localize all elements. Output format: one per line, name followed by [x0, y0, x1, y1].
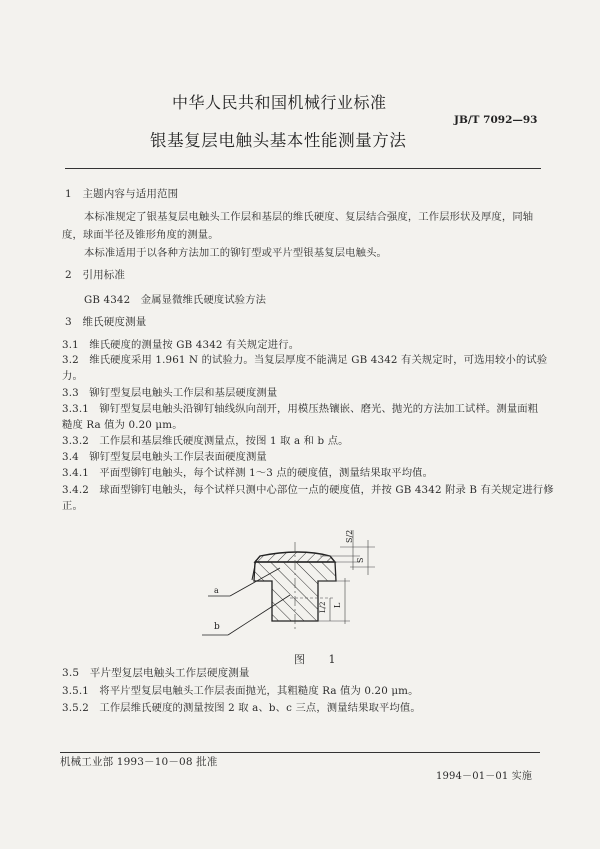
header-divider	[65, 168, 541, 169]
clause-3-4-2-cont: 正。	[62, 500, 83, 512]
clause-3-3-2: 3.3.2 工作层和基层维氏硬度测量点，按图 1 取 a 和 b 点。	[62, 435, 349, 447]
figure-1-rivet-cross-section	[190, 520, 390, 650]
dim-label-s: S	[356, 557, 365, 563]
dim-label-l-half: L/2	[319, 601, 327, 613]
figure-caption: 图 1	[294, 653, 346, 666]
standard-code: JB/T 7092—93	[454, 114, 538, 126]
clause-3-5-2: 3.5.2 工作层维氏硬度的测量按图 2 取 a、b、c 三点，测量结果取平均值。	[62, 702, 421, 714]
clause-3-3-1: 3.3.1 铆钉型复层电触头沿铆钉轴线纵向剖开，用模压热镶嵌、磨光、抛光的方法加工试样。测量面粗	[62, 403, 539, 415]
label-b: b	[214, 622, 220, 632]
clause-3-4-1: 3.4.1 平面型铆钉电触头，每个试样测 1～3 点的硬度值，测量结果取平均值。	[62, 467, 434, 479]
clause-3-5-1: 3.5.1 将平片型复层电触头工作层表面抛光，其粗糙度 Ra 值为 0.20 μm。	[62, 685, 419, 697]
clause-3-1: 3.1 维氏硬度的测量按 GB 4342 有关规定进行。	[62, 339, 300, 351]
effective-date: 1994－01－01 实施	[436, 771, 533, 782]
clause-3-2-cont: 力。	[62, 370, 83, 382]
paragraph-line: 本标准规定了银基复层电触头工作层和基层的维氏硬度、复层结合强度，工作层形状及厚度，同轴	[84, 211, 534, 223]
paragraph-line: 本标准适用于以各种方法加工的铆钉型或平片型银基复层电触头。	[84, 247, 387, 259]
paragraph-line: 度，球面半径及锥形角度的测量。	[62, 229, 219, 241]
document-title: 银基复层电触头基本性能测量方法	[150, 131, 407, 150]
reference-entry: GB 4342 金属显微维氏硬度试验方法	[84, 294, 267, 306]
clause-3-4-2: 3.4.2 球面型铆钉电触头，每个试样只测中心部位一点的硬度值，并按 GB 4342 附录 B 有关规定进行修	[62, 484, 554, 496]
clause-3-5: 3.5 平片型复层电触头工作层硬度测量	[62, 667, 250, 679]
clause-3-3: 3.3 铆钉型复层电触头工作层和基层硬度测量	[62, 387, 278, 399]
dim-label-l: L	[333, 602, 342, 608]
clause-3-2: 3.2 维氏硬度采用 1.961 N 的试验力。当复层厚度不能满足 GB 4342 有关规定时，可选用较小的试验	[62, 354, 548, 366]
section-heading-1: 1 主题内容与适用范围	[65, 188, 179, 200]
section-heading-2: 2 引用标准	[65, 269, 126, 281]
clause-3-4: 3.4 铆钉型复层电触头工作层表面硬度测量	[62, 451, 267, 463]
dim-label-s-half: S/2	[345, 529, 354, 543]
section-heading-3: 3 维氏硬度测量	[65, 316, 147, 328]
approval-date: 机械工业部 1993－10－08 批准	[60, 756, 218, 768]
issuing-organization: 中华人民共和国机械行业标准	[172, 93, 387, 112]
label-a: a	[214, 586, 219, 595]
clause-3-3-1-cont: 糙度 Ra 值为 0.20 μm。	[62, 419, 183, 431]
